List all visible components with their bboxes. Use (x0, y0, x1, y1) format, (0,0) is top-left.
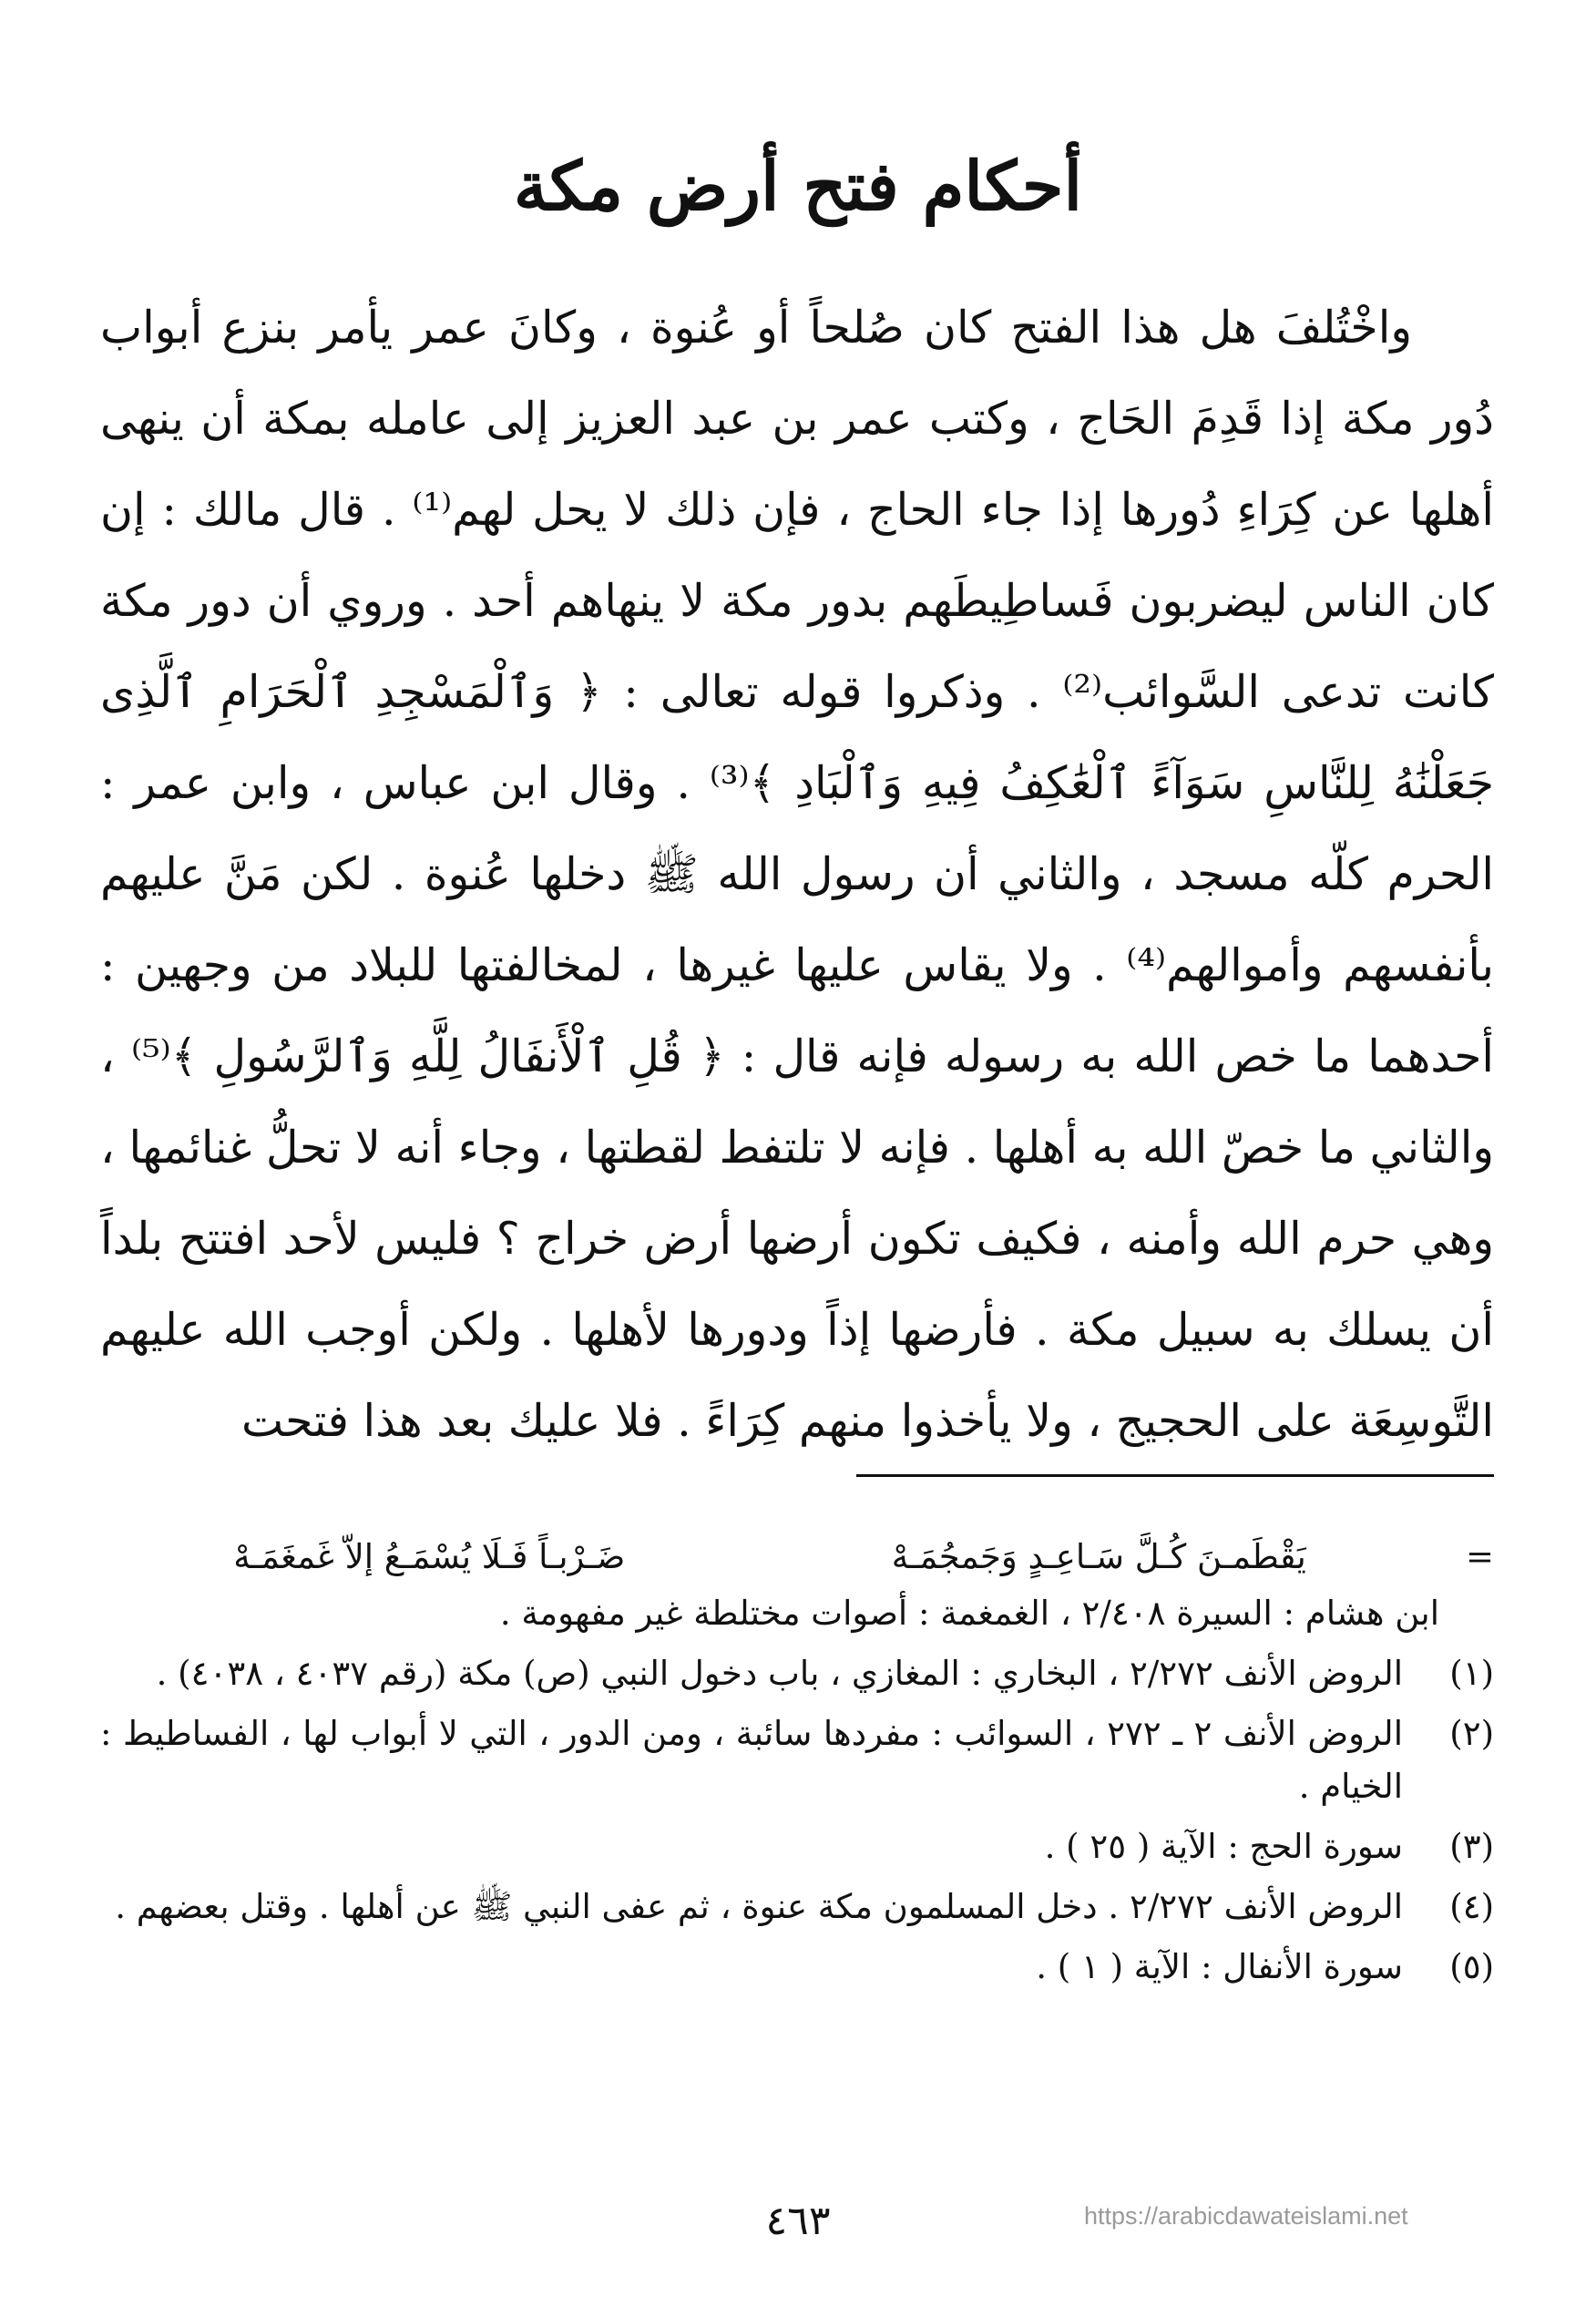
page-number: ٤٦٣ (765, 2198, 831, 2244)
watermark-url: https://arabicdawateislami.net (1084, 2202, 1408, 2230)
footnote-number: (٢) (1449, 1714, 1494, 1753)
footnote-text: سورة الأنفال : الآية ( ١ ) . (1036, 1947, 1403, 1986)
footnote-number: (١) (1449, 1654, 1494, 1693)
footnote-number: (٤) (1449, 1887, 1494, 1926)
footnote-number: (٣) (1449, 1827, 1494, 1866)
verse-first-hemistich: يَقْطَمـنَ كُـلَّ سَـاعِـدٍ وَجَمجُمَـهْ (891, 1537, 1306, 1576)
verse-continuation-mark: = (1465, 1537, 1494, 1576)
chapter-title: أحكام فتح أرض مكة (513, 148, 1083, 226)
footnote-item (100, 1881, 1494, 1933)
footnote-item (100, 1820, 1494, 1873)
verse-source: ابن هشام : السيرة ٢/٤٠٨ ، الغمغمة : أصوات مختلطة غير مفهومة . (499, 1594, 1439, 1633)
footnote-text: الروض الأنف ٢/٢٧٢ ، البخاري : المغازي ، باب دخول النبي (ص) مكة (رقم ٤٠٣٧ ، ٤٠٣٨) . (156, 1654, 1403, 1693)
footnote-text: الروض الأنف ٢ ـ ٢٧٢ ، السوائب : مفردها سائبة ، ومن الدور ، التي لا أبواب لها ، الفساطيط : الخيام . (100, 1714, 1403, 1806)
footnote-item (100, 1647, 1494, 1700)
footnotes-section (100, 1531, 1494, 1994)
poetry-verse (100, 1531, 1494, 1584)
footnote-text: الروض الأنف ٢/٢٧٢ . دخل المسلمون مكة عنوة ، ثم عفى النبي ﷺ عن أهلها . وقتل بعضهم . (115, 1887, 1403, 1926)
verse-second-hemistich: ضَـرْبـاً فَـلَا يُسْمَـعُ إلاّ غَمغَمَـهْ (233, 1537, 626, 1576)
footnote-number: (٥) (1449, 1947, 1494, 1986)
footnote-text: سورة الحج : الآية ( ٢٥ ) . (1044, 1827, 1403, 1866)
body-paragraph: واخْتُلفَ هل هذا الفتح كان صُلحاً أو عُنوة ، وكانَ عمر يأمر بنزع أبواب دُور مكة إذا قَدِمَ الحَاج ، وكتب عمر بن عبد العزيز إلى عامله بمكة أن ينهى أهلها عن كِرَاءِ دُورها إذا جاء الحاج ، فإن ذلك لا يحل لهم⁽¹⁾ . قال مالك : إن كان الناس ليضربون فَساطِيطَهم بدور مكة لا ينهاهم أحد . وروي أن دور مكة كانت تدعى السَّوائب⁽²⁾ . وذكروا قوله تعالى : ﴿ وَٱلْمَسْجِدِ ٱلْحَرَامِ ٱلَّذِى جَعَلْنَٰهُ لِلنَّاسِ سَوَآءً ٱلْعَٰكِفُ فِيهِ وَٱلْبَادِ ﴾⁽³⁾ . وقال ابن عباس ، وابن عمر : الحرم كلّه مسجد ، والثاني أن رسول الله ﷺ دخلها عُنوة . لكن مَنَّ عليهم بأنفسهم وأموالهم⁽⁴⁾ . ولا يقاس عليها غيرها ، لمخالفتها للبلاد من وجهين : أحدهما ما خص الله به رسوله فإنه قال : ﴿ قُلِ ٱلْأَنفَالُ لِلَّهِ وَٱلرَّسُولِ ﴾⁽⁵⁾ ، والثاني ما خصّ الله به أهلها . فإنه لا تلتفط لقطتها ، وجاء أنه لا تحلُّ غنائمها ، وهي حرم الله وأمنه ، فكيف تكون أرضها أرض خراج ؟ فليس لأحد افتتح بلداً أن يسلك به سبيل مكة . فأرضها إذاً ودورها لأهلها . ولكن أوجب الله عليهم التَّوسِعَة على الحجيج ، ولا يأخذوا منهم كِرَاءً . فلا عليك بعد هذا فتحت (100, 302, 1494, 1447)
footnote-item (100, 1707, 1494, 1813)
footnote-divider (856, 1474, 1494, 1477)
footnote-item (100, 1941, 1494, 1994)
